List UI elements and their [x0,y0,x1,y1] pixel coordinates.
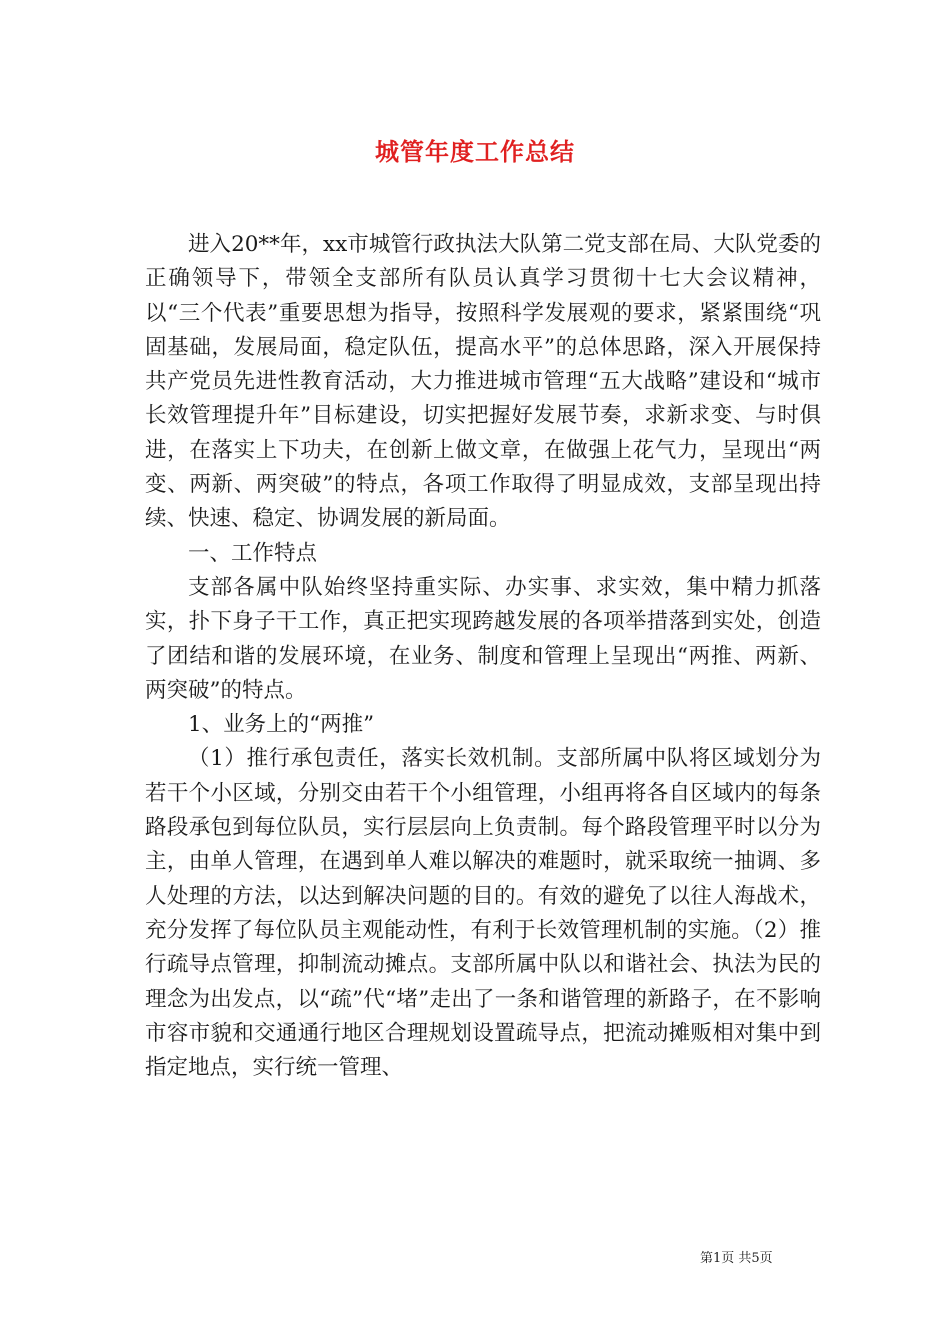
subsection-heading-business: 1、业务上的“两推” [188,712,375,738]
business-paragraph: （1）推行承包责任，落实长效机制。支部所属中队将区域划分为若干个小区域，分别交由若干个小组管理，小组再将各自区域内的每条路段承包到每位队员，实行层层向上负责制。每个路段管理平时以分为主，由单人管理，在遇到单人难以解决的难题时，就采取统一抽调、多人处理的方法，以达到解决问题的目的。有效的避免了以往人海战术，充分发挥了每位队员主观能动性，有利于长效管理机制的实施。（2）推行疏导点管理，抑制流动摊点。支部所属中队以和谐社会、执法为民的理念为出发点，以“疏”代“堵”走出了一条和谐管理的新路子，在不影响市容市貌和交通通行地区合理规划设置疏导点，把流动摊贩相对集中到指定地点，实行统一管理、 [145,746,821,1081]
section-heading-work-features: 一、工作特点 [188,540,318,566]
page-number-footer: 第1页 共5页 [700,1251,773,1266]
document-title: 城管年度工作总结 [375,137,575,166]
work-features-paragraph: 支部各属中队始终坚持重实际、办实事、求实效，集中精力抓落实，扑下身子干工作，真正把实现跨越发展的各项举措落到实处，创造了团结和谐的发展环境，在业务、制度和管理上呈现出“两推、两新、两突破”的特点。 [145,574,821,703]
intro-paragraph: 进入20**年，xx市城管行政执法大队第二党支部在局、大队党委的正确领导下，带领全支部所有队员认真学习贯彻十七大会议精神，以“三个代表”重要思想为指导，按照科学发展观的要求，紧紧围绕“巩固基础，发展局面，稳定队伍，提高水平”的总体思路，深入开展保持共产党员先进性教育活动，大力推进城市管理“五大战略”建设和“城市长效管理提升年”目标建设，切实把握好发展节奏，求新求变、与时俱进，在落实上下功夫，在创新上做文章，在做强上花气力，呈现出“两变、两新、两突破”的特点，各项工作取得了明显成效，支部呈现出持续、快速、稳定、协调发展的新局面。 [145,232,821,532]
document-body [145,228,821,1085]
